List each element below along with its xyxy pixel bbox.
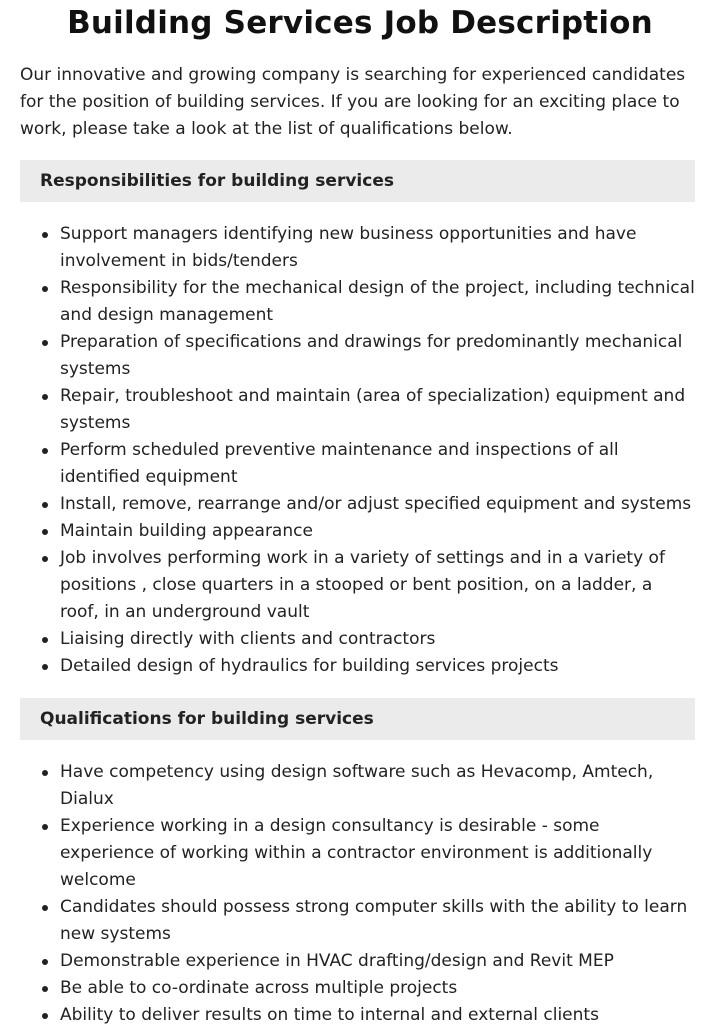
bullet-icon bbox=[42, 637, 48, 643]
list-item-text: Responsibility for the mechanical design of the project, including technical and design management bbox=[60, 278, 695, 325]
list-item bbox=[40, 626, 695, 653]
responsibilities-heading: Responsibilities for building services bbox=[20, 160, 695, 202]
list-item bbox=[40, 948, 695, 975]
list-item-text: Candidates should possess strong computer skills with the ability to learn new systems bbox=[60, 897, 688, 944]
bullet-icon bbox=[42, 448, 48, 454]
list-item-text: Detailed design of hydraulics for building services projects bbox=[60, 656, 559, 676]
list-item-text: Repair, troubleshoot and maintain (area of specialization) equipment and systems bbox=[60, 386, 686, 433]
list-item-text: Perform scheduled preventive maintenance and inspections of all identified equipment bbox=[60, 440, 619, 487]
list-item bbox=[40, 1002, 695, 1029]
list-item-text: Liaising directly with clients and contractors bbox=[60, 629, 436, 649]
list-item-text: Ability to deliver results on time to internal and external clients bbox=[60, 1005, 599, 1025]
bullet-icon bbox=[42, 394, 48, 400]
list-item bbox=[40, 653, 695, 680]
list-item bbox=[40, 275, 695, 329]
list-item bbox=[40, 491, 695, 518]
bullet-icon bbox=[42, 529, 48, 535]
bullet-icon bbox=[42, 959, 48, 965]
bullet-icon bbox=[42, 340, 48, 346]
list-item-text: Preparation of specifications and drawings for predominantly mechanical systems bbox=[60, 332, 683, 379]
list-item-text: Support managers identifying new business opportunities and have involvement in bids/tenders bbox=[60, 224, 637, 271]
list-item bbox=[40, 518, 695, 545]
list-item-text: Have competency using design software such as Hevacomp, Amtech, Dialux bbox=[60, 762, 654, 809]
list-item bbox=[40, 813, 695, 894]
bullet-icon bbox=[42, 502, 48, 508]
bullet-icon bbox=[42, 905, 48, 911]
list-item-text: Install, remove, rearrange and/or adjust specified equipment and systems bbox=[60, 494, 692, 514]
list-item-text: Demonstrable experience in HVAC drafting/design and Revit MEP bbox=[60, 951, 614, 971]
bullet-icon bbox=[42, 664, 48, 670]
list-item-text: Maintain building appearance bbox=[60, 521, 313, 541]
intro-paragraph: Our innovative and growing company is searching for experienced candidates for the position of building services. If you are looking for an exciting place to work, please take a look at the list of qualifications below. bbox=[20, 65, 686, 139]
list-item bbox=[40, 221, 695, 275]
list-item bbox=[40, 759, 695, 813]
list-item bbox=[40, 383, 695, 437]
list-item bbox=[40, 894, 695, 948]
bullet-icon bbox=[42, 232, 48, 238]
bullet-icon bbox=[42, 1013, 48, 1019]
list-item-text: Job involves performing work in a variety of settings and in a variety of positions , close quarters in a stooped or bent position, on a ladder, a roof, in an underground vault bbox=[60, 548, 665, 622]
qualifications-heading: Qualifications for building services bbox=[20, 698, 695, 740]
list-item-text: Experience working in a design consultancy is desirable - some experience of working within a contractor environment is additionally welcome bbox=[60, 816, 653, 890]
list-item bbox=[40, 545, 695, 626]
bullet-icon bbox=[42, 286, 48, 292]
bullet-icon bbox=[42, 556, 48, 562]
qualifications-list bbox=[40, 759, 695, 1029]
list-item-text: Be able to co-ordinate across multiple projects bbox=[60, 978, 458, 998]
bullet-icon bbox=[42, 770, 48, 776]
list-item bbox=[40, 975, 695, 1002]
bullet-icon bbox=[42, 824, 48, 830]
bullet-icon bbox=[42, 986, 48, 992]
page-title: Building Services Job Description bbox=[67, 5, 653, 41]
responsibilities-list bbox=[40, 221, 695, 680]
list-item bbox=[40, 329, 695, 383]
list-item bbox=[40, 437, 695, 491]
